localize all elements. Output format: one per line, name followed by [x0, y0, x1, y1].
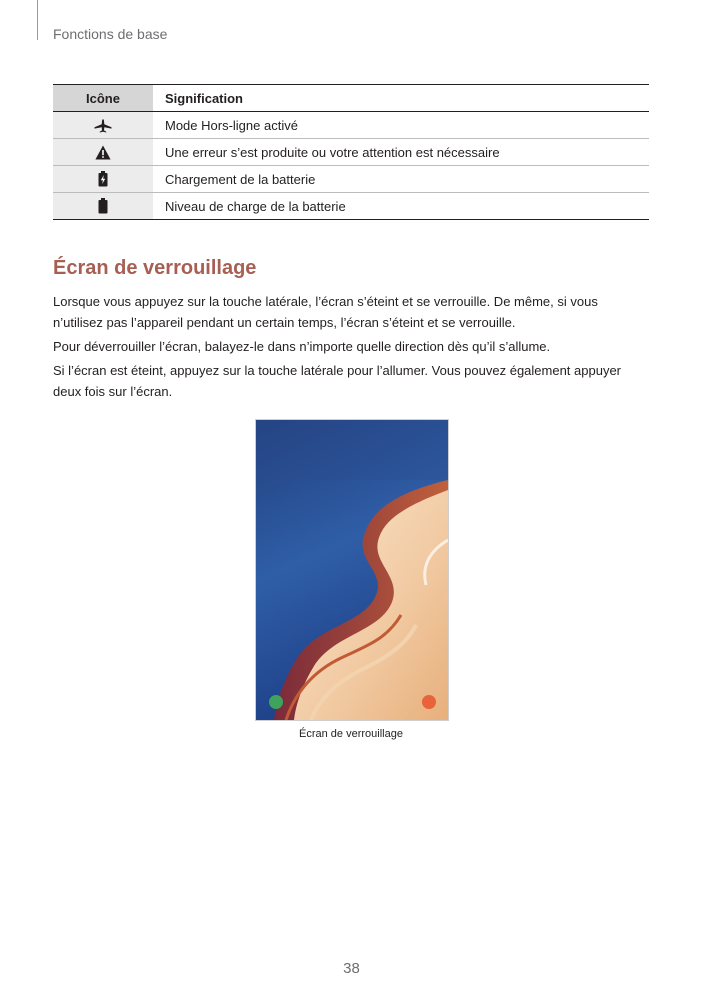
- margin-rule: [37, 0, 38, 40]
- camera-shortcut-icon[interactable]: [422, 695, 436, 709]
- icon-meaning-table: [53, 84, 649, 220]
- meaning-cell: Mode Hors-ligne activé: [153, 112, 649, 139]
- figure-caption: Écran de verrouillage: [299, 728, 403, 740]
- battery-charging-icon: [98, 171, 108, 187]
- table-header-row: [53, 85, 649, 112]
- body-paragraph: Lorsque vous appuyez sur la touche latérale, l’écran s’éteint et se verrouille. De même, si vous n’utilisez pas l’appareil pendant un certain temps, l’écran s’éteint et se verrouille.: [53, 294, 598, 330]
- body-paragraph: Pour déverrouiller l’écran, balayez-le dans n’importe quelle direction dès qu’il s’allume.: [53, 339, 551, 354]
- column-header-icon: Icône: [53, 85, 153, 112]
- icon-cell: [53, 112, 153, 139]
- lock-screen-wallpaper: [256, 420, 448, 720]
- battery-level-icon: [98, 198, 108, 214]
- icon-cell: [53, 166, 153, 193]
- page-number: 38: [343, 960, 360, 977]
- table-row: [53, 166, 649, 193]
- body-paragraph: Si l’écran est éteint, appuyez sur la touche latérale pour l’allumer. Vous pouvez également appuyer deux fois sur l’écran.: [53, 363, 622, 399]
- meaning-cell: Chargement de la batterie: [153, 166, 649, 193]
- table-row: [53, 139, 649, 166]
- column-header-meaning: Signification: [153, 85, 649, 112]
- icon-cell: [53, 139, 153, 166]
- table-row: [53, 193, 649, 220]
- meaning-cell: Niveau de charge de la batterie: [153, 193, 649, 220]
- airplane-icon: [94, 119, 112, 133]
- section-title: Écran de verrouillage: [53, 257, 257, 279]
- running-head: Fonctions de base: [53, 26, 168, 42]
- table-row: [53, 112, 649, 139]
- icon-cell: [53, 193, 153, 220]
- phone-shortcut-icon[interactable]: [269, 695, 283, 709]
- warning-icon: [95, 145, 111, 160]
- meaning-cell: Une erreur s’est produite ou votre attention est nécessaire: [153, 139, 649, 166]
- lock-screen-image: [255, 419, 449, 721]
